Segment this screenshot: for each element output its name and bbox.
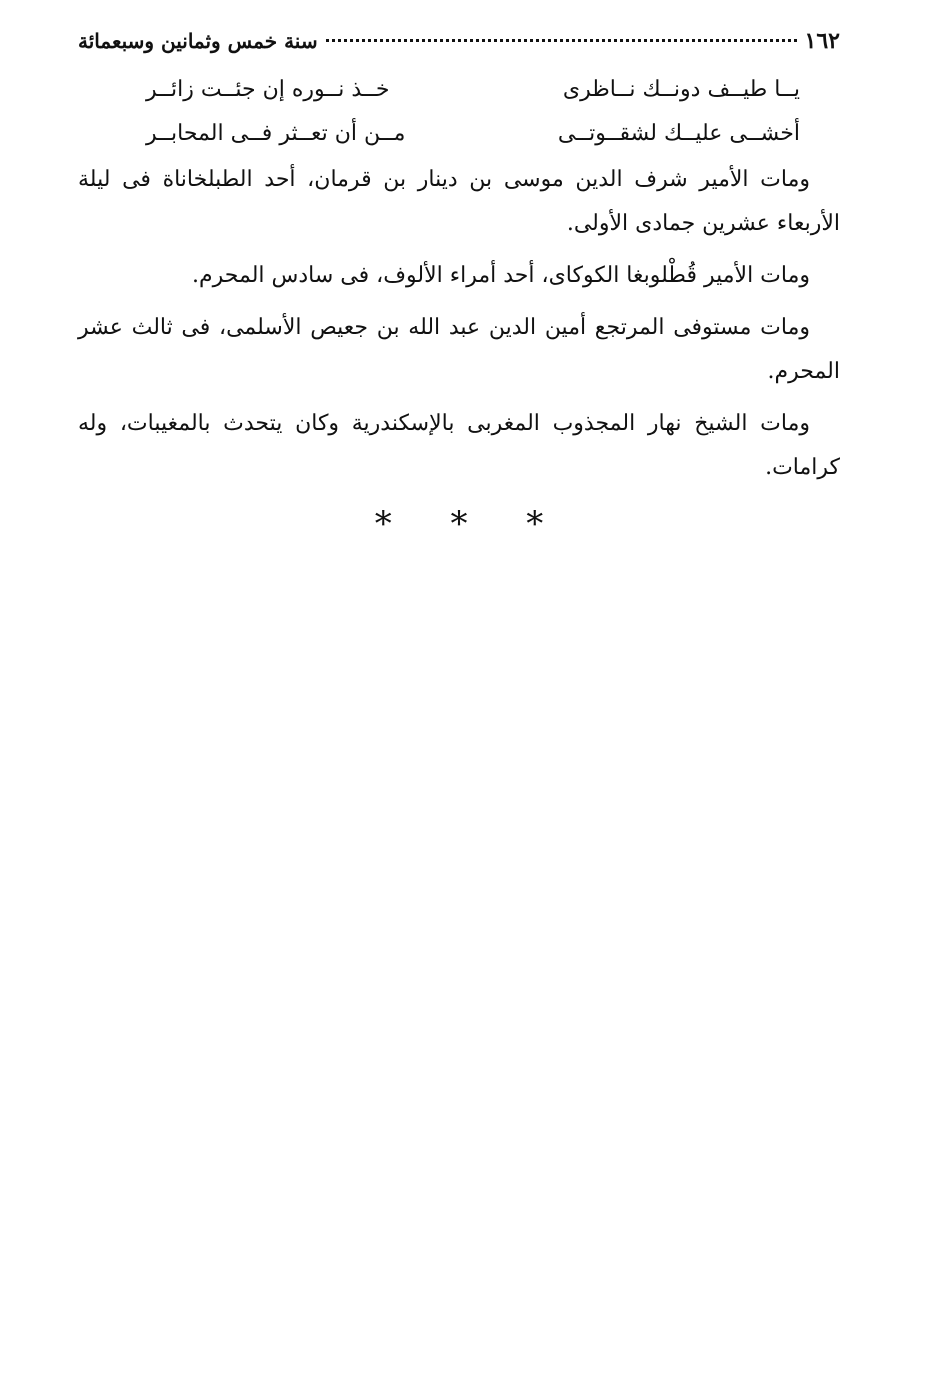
section-title: سنة خمس وثمانين وسبعمائة	[78, 29, 318, 53]
verse-line	[78, 112, 840, 156]
dotted-leader	[326, 39, 797, 42]
body-paragraph: ومات الأمير شرف الدين موسى بن دينار بن قرمان، أحد الطبلخاناة فى ليلة الأربعاء عشرين جمادى الأولى.	[78, 167, 840, 236]
page-number: ١٦٢	[804, 28, 840, 54]
body-paragraph: ومات الشيخ نهار المجذوب المغربى بالإسكندرية وكان يتحدث بالمغيبات، وله كرامات.	[78, 411, 840, 480]
body-paragraph: ومات مستوفى المرتجع أمين الدين عبد الله بن جعيص الأسلمى، فى ثالث عشر المحرم.	[78, 315, 840, 384]
running-head	[78, 28, 840, 68]
verse-line	[78, 68, 840, 112]
body-paragraph: ومات الأمير قُطْلوبغا الكوكاى، أحد أمراء الألوف، فى سادس المحرم.	[192, 263, 810, 288]
verse-first-hemistich: يــا طيــف دونــك نــاظرى	[562, 77, 800, 102]
verse-second-hemistich: خــذ نــوره إن جئــت زائــر	[146, 77, 390, 102]
verse-second-hemistich: مــن أن تعــثر فــى المحابــر	[146, 121, 406, 146]
verse-first-hemistich: أخشــى عليــك لشقــوتــى	[557, 121, 800, 146]
section-ornament: * * *	[374, 504, 568, 544]
book-page	[78, 28, 840, 544]
